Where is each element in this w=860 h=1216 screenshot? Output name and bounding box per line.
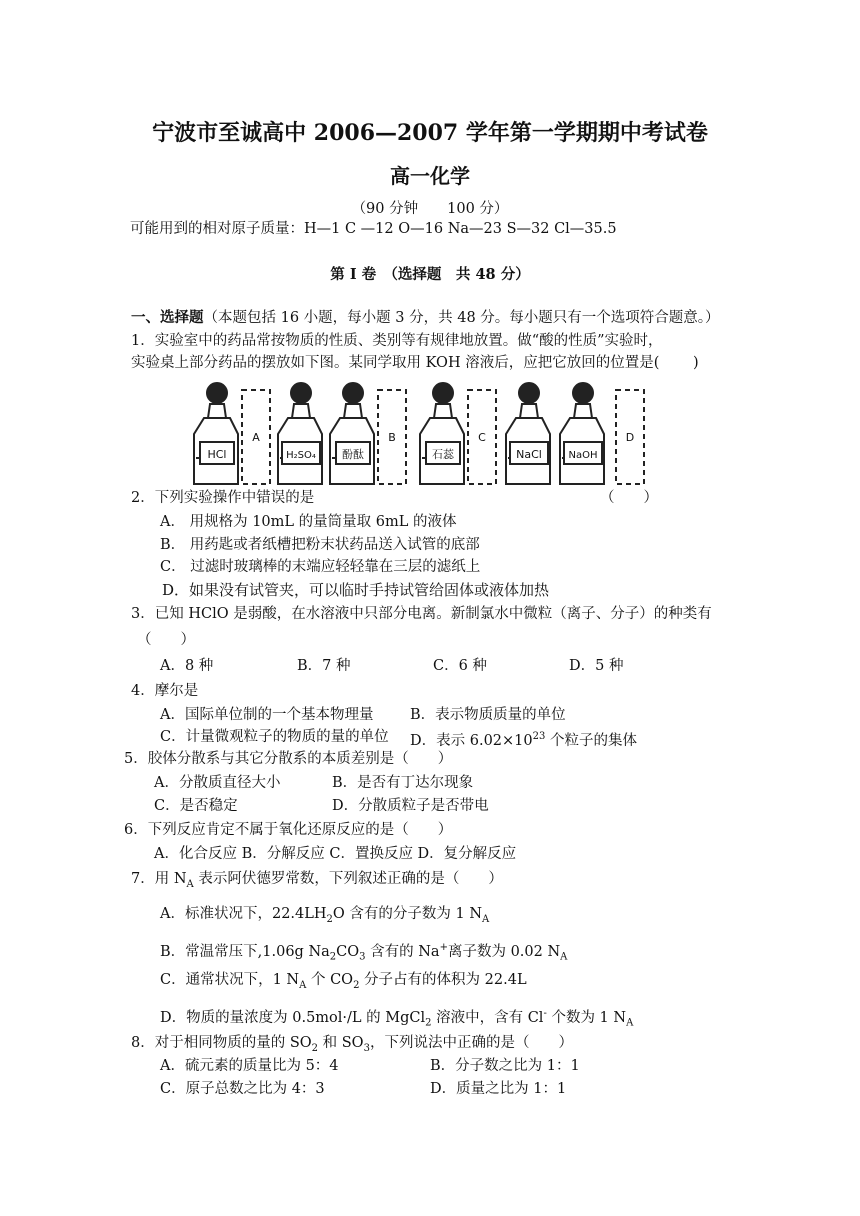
slot-label-c: C: [478, 431, 486, 444]
section-heading: 第 I 卷 （选择题 共 48 分）: [330, 266, 530, 283]
q4-option-c: C．计量微观粒子的物质的量的单位: [160, 729, 389, 745]
q5-option-a: A．分散质直径大小: [154, 775, 281, 791]
time-score: （90 分钟 100 分）: [351, 201, 509, 217]
part-description: （本题包括 16 小题，每小题 3 分，共 48 分。每小题只有一个选项符合题意。）: [203, 310, 720, 326]
q5-option-c: C．是否稳定: [154, 798, 238, 814]
q7-option-c: C．通常状况下，1 $N_A$ 个 $CO_2$ 分子占有的体积为 22.4L: [160, 972, 527, 991]
bottle-label-hcl: HCl: [207, 448, 227, 461]
bottle-label-h2so4: H₂SO₄: [286, 450, 316, 461]
q6-options: A．化合反应 B．分解反应 C．置换反应 D．复分解反应: [154, 846, 517, 862]
q8-stem: 8．对于相同物质的量的 $SO_2$ 和 $SO_3$，下列说法中正确的是（ ）: [131, 1035, 573, 1054]
slot-label-b: B: [388, 431, 396, 444]
q8-option-a: A．硫元素的质量比为 5：4: [160, 1058, 339, 1074]
q8-option-d: D．质量之比为 1：1: [430, 1081, 567, 1097]
q3-option-c: C．6 种: [433, 658, 487, 674]
q2-stem: 2．下列实验操作中错误的是: [131, 490, 315, 506]
q2-option-d: D．如果没有试管夹，可以临时手持试管给固体或液体加热: [162, 581, 550, 599]
q5-stem: 5．胶体分散系与其它分散系的本质差别是（ ）: [124, 751, 453, 767]
q4-stem: 4．摩尔是: [131, 683, 199, 699]
q5-option-d: D．分散质粒子是否带电: [332, 798, 489, 814]
q2-option-b: B． 用药匙或者纸槽把粉末状药品送入试管的底部: [160, 537, 480, 553]
q8-option-c: C．原子总数之比为 4：3: [160, 1081, 325, 1097]
bottle-label-naoh: NaOH: [568, 450, 598, 461]
bottle-h2so4: [278, 383, 322, 484]
q3-option-a: A．8 种: [160, 658, 214, 674]
part-label: 一、选择题: [131, 309, 204, 326]
q4-option-a: A．国际单位制的一个基本物理量: [160, 707, 374, 723]
q2-option-a: A． 用规格为 10mL 的量筒量取 6mL 的液体: [160, 514, 457, 530]
bottle-label-nacl: NaCl: [516, 448, 542, 461]
bottle-label-phenolphthalein: 酚酞: [342, 448, 364, 461]
q4-option-b: B．表示物质质量的单位: [410, 707, 566, 723]
slot-label-a: A: [252, 431, 260, 444]
bottle-hcl: [194, 383, 238, 484]
q1-line2: 实验桌上部分药品的摆放如下图。某同学取用 KOH 溶液后，应把它放回的位置是( ): [131, 355, 699, 371]
q3-option-d: D．5 种: [569, 658, 624, 674]
subject-title: 高一化学: [390, 164, 470, 188]
q7-option-a: A．标准状况下，$22.4LH_2O$ 含有的分子数为 1 $N_A$: [160, 906, 490, 925]
q7-stem: 7．用 $N_A$ 表示阿伏德罗常数，下列叙述正确的是（ ）: [131, 871, 503, 890]
q2-answer-paren: （ ）: [600, 490, 658, 506]
bottle-phenolphthalein: [330, 383, 374, 484]
q6-stem: 6．下列反应肯定不属于氧化还原反应的是（ ）: [124, 822, 453, 838]
q2-option-c: C． 过滤时玻璃棒的末端应轻轻靠在三层的滤纸上: [160, 559, 481, 575]
q7-option-d: D．物质的量浓度为 0.5mol·/L 的 MgCl$_2$ 溶液中，含有 Cl- 个数为 1 $N_A$: [160, 1008, 634, 1029]
q8-option-b: B．分子数之比为 1：1: [430, 1058, 580, 1074]
bottle-nacl: [506, 383, 550, 484]
reagent-bottles-figure: [190, 378, 650, 488]
bottle-label-litmus: 石蕊: [432, 448, 454, 461]
q3-line2: （ ）: [137, 632, 195, 648]
q4-option-d: D．表示 $6.02\times 10^{23}$ 个粒子的集体: [410, 731, 637, 749]
q5-option-b: B．是否有丁达尔现象: [332, 775, 474, 791]
q3-option-b: B．7 种: [297, 658, 351, 674]
atomic-masses: 可能用到的相对原子质量：H—1 C —12 O—16 Na—23 S—32 Cl—35.5: [130, 221, 617, 237]
exam-title: 宁波市至诚高中 2006—2007 学年第一学期期中考试卷: [152, 120, 708, 146]
part-instructions: [131, 308, 720, 328]
slot-label-d: D: [625, 431, 635, 444]
bottle-naoh: [560, 383, 604, 484]
q7-option-b: B．常温常压下,1.06g $Na_2CO_3$ 含有的 Na+离子数为 0.02 $N_A$: [160, 942, 568, 963]
bottle-litmus: [420, 383, 464, 484]
q1-line1: 1．实验室中的药品常按物质的性质、类别等有规律地放置。做“酸的性质”实验时，: [131, 333, 663, 349]
q3-line1: 3．已知 HClO 是弱酸，在水溶液中只部分电离。新制氯水中微粒（离子、分子）的种类有: [131, 606, 712, 622]
